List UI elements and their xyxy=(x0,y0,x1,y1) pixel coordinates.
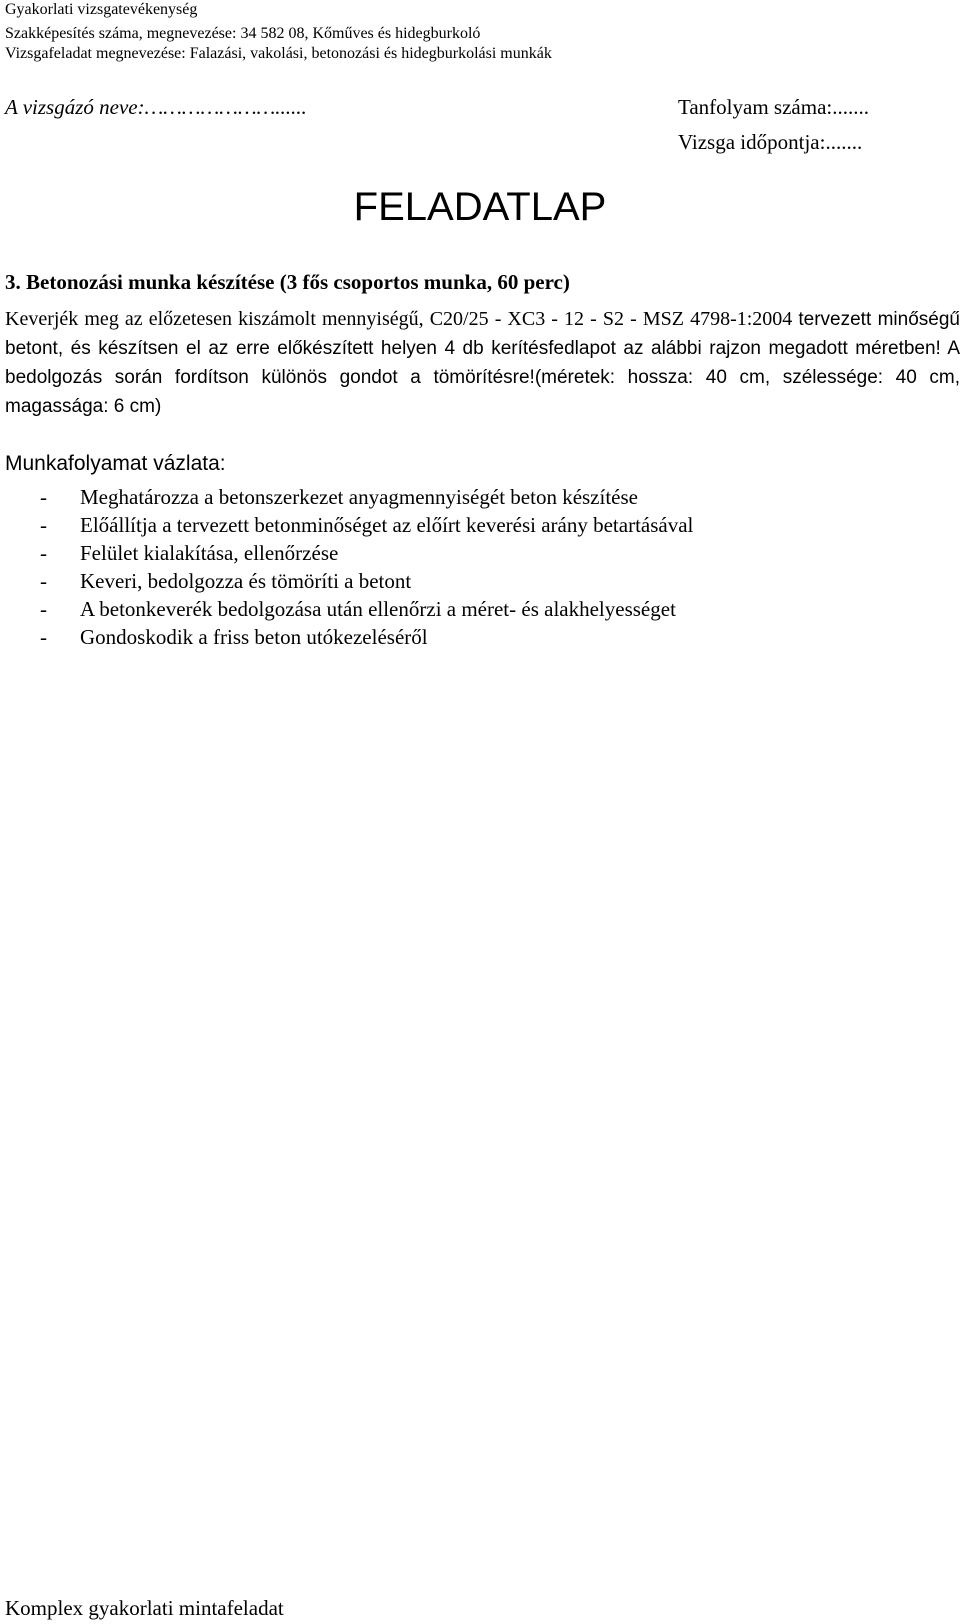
list-item xyxy=(5,483,693,511)
task-description xyxy=(5,305,960,421)
bullet: - xyxy=(40,569,47,593)
bullet: - xyxy=(40,541,47,565)
workflow-title: Munkafolyamat vázlata: xyxy=(5,452,226,475)
bullet: - xyxy=(40,597,47,621)
bullet: - xyxy=(40,485,47,509)
header-exam-activity: Gyakorlati vizsgatevékenység xyxy=(5,1,198,18)
list-item xyxy=(5,511,693,539)
list-item xyxy=(5,595,693,623)
step-text: Felület kialakítása, ellenőrzése xyxy=(80,541,339,565)
footer-text: Komplex gyakorlati mintafeladat xyxy=(5,1596,284,1620)
exam-date-field: Vizsga időpontja:....... xyxy=(678,130,863,154)
step-text: Keveri, bedolgozza és tömöríti a betont xyxy=(80,569,412,593)
step-text: Előállítja a tervezett betonminőséget az előírt keverési arány betartásával xyxy=(80,513,694,537)
step-text: Gondoskodik a friss beton utókezeléséről xyxy=(80,625,428,649)
list-item xyxy=(5,539,693,567)
bullet: - xyxy=(40,513,47,537)
task-title: 3. Betonozási munka készítése (3 fős csoportos munka, 60 perc) xyxy=(5,270,570,294)
list-item xyxy=(5,567,693,595)
list-item xyxy=(5,623,693,651)
step-text: A betonkeverék bedolgozása után ellenőrzi a méret- és alakhelyességet xyxy=(80,597,676,621)
task-description-part1: Keverjék meg az előzetesen kiszámolt mennyiségű, C20/25 - XC3 - 12 - S2 - MSZ 4798-1:2004 xyxy=(5,308,799,330)
bullet: - xyxy=(40,625,47,649)
header-qualification: Szakképesítés száma, megnevezése: 34 582 08, Kőműves és hidegburkoló xyxy=(5,25,481,42)
page-title: FELADATLAP xyxy=(353,185,607,229)
task-description-part2: tervezett minőségű betont, és készítsen el az erre előkészített helyen 4 db kerítésfedlapot az alábbi rajzon megadott méretben! A bedolgozás során fordítson különös gondot a tömörítésre!(méretek: hossza: 40 cm, szélessége: 40 cm, magassága: 6 cm) xyxy=(5,309,960,417)
step-text: Meghatározza a betonszerkezet anyagmennyiségét beton készítése xyxy=(80,485,638,509)
workflow-steps xyxy=(5,483,693,651)
course-number-field: Tanfolyam száma:....... xyxy=(678,95,869,119)
candidate-name-field: A vizsgázó neve:…………………...... xyxy=(5,95,307,119)
header-exam-task-name: Vizsgafeladat megnevezése: Falazási, vakolási, betonozási és hidegburkolási munkák xyxy=(5,45,552,62)
